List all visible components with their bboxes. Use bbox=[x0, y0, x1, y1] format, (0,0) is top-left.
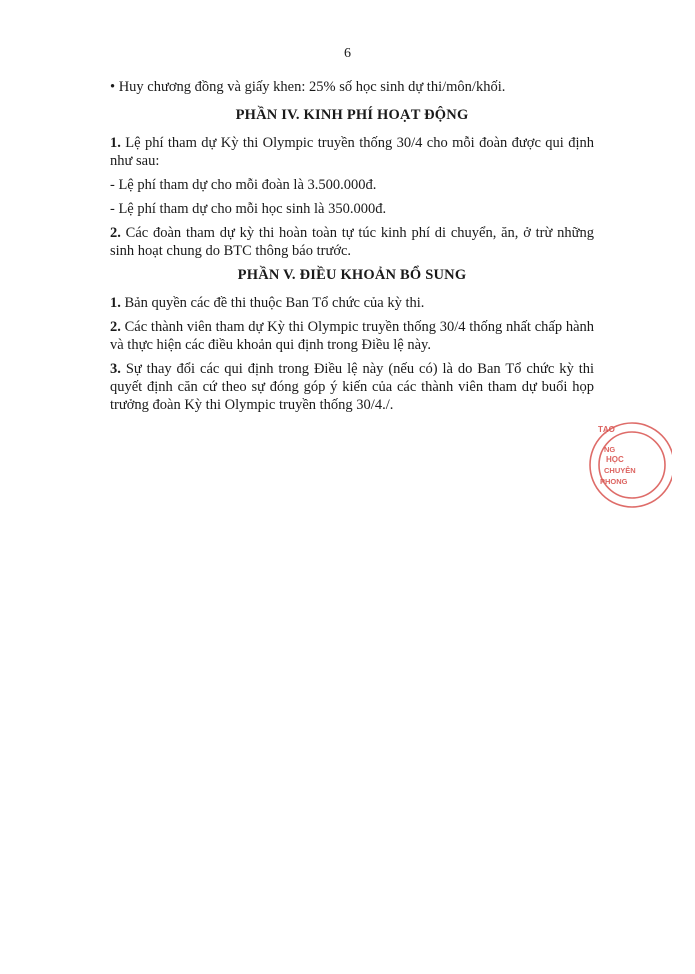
item-text: Sự thay đổi các qui định trong Điều lệ này (nếu có) là do Ban Tổ chức kỳ thi quyết định căn cứ theo sự đóng góp ý kiến của các thành viên tham dự buổi họp trưởng đoàn Kỳ thi Olympic truyền thống 30/4./. bbox=[110, 361, 594, 413]
page-number: 6 bbox=[344, 46, 351, 61]
stamp-line-3: CHUYÊN bbox=[604, 466, 636, 475]
item-text: Bản quyền các đề thi thuộc Ban Tổ chức của kỳ thi. bbox=[124, 295, 425, 311]
stamp-text-top: TẠO bbox=[598, 425, 615, 434]
item-number: 2. bbox=[110, 319, 121, 335]
stamp-line-1: NG bbox=[604, 445, 616, 454]
stamp-line-2: HỌC bbox=[606, 455, 624, 464]
item-number: 1. bbox=[110, 135, 121, 151]
section-5-item-3 bbox=[110, 360, 594, 414]
section-5-title: PHẦN V. ĐIỀU KHOẢN BỔ SUNG bbox=[237, 267, 467, 283]
item-number: 3. bbox=[110, 361, 121, 377]
fee-student-line: - Lệ phí tham dự cho mỗi học sinh là 350.000đ. bbox=[110, 201, 387, 217]
section-4-item-1 bbox=[110, 134, 594, 170]
section-4-item-2 bbox=[110, 224, 594, 260]
section-5-item-1 bbox=[110, 294, 594, 312]
item-number: 1. bbox=[110, 295, 121, 311]
fee-team-line: - Lệ phí tham dự cho mỗi đoàn là 3.500.000đ. bbox=[110, 177, 377, 193]
item-text: Lệ phí tham dự Kỳ thi Olympic truyền thống 30/4 cho mỗi đoàn được qui định như sau: bbox=[110, 135, 595, 169]
stamp-line-4: PHONG bbox=[600, 477, 628, 486]
section-5-item-2 bbox=[110, 318, 594, 354]
section-4-title: PHẦN IV. KINH PHÍ HOẠT ĐỘNG bbox=[235, 107, 469, 123]
item-text: Các đoàn tham dự kỳ thi hoàn toàn tự túc kinh phí di chuyển, ăn, ở trừ những sinh hoạt chung do BTC thông báo trước. bbox=[110, 225, 595, 259]
item-text: Các thành viên tham dự Kỳ thi Olympic truyền thống 30/4 thống nhất chấp hành và thực hiện các điều khoản qui định trong Điều lệ này. bbox=[110, 319, 595, 353]
item-number: 2. bbox=[110, 225, 121, 241]
document-body bbox=[110, 78, 594, 420]
bullet-line: • Huy chương đồng và giấy khen: 25% số học sinh dự thi/môn/khối. bbox=[110, 79, 506, 95]
official-stamp bbox=[582, 420, 672, 510]
